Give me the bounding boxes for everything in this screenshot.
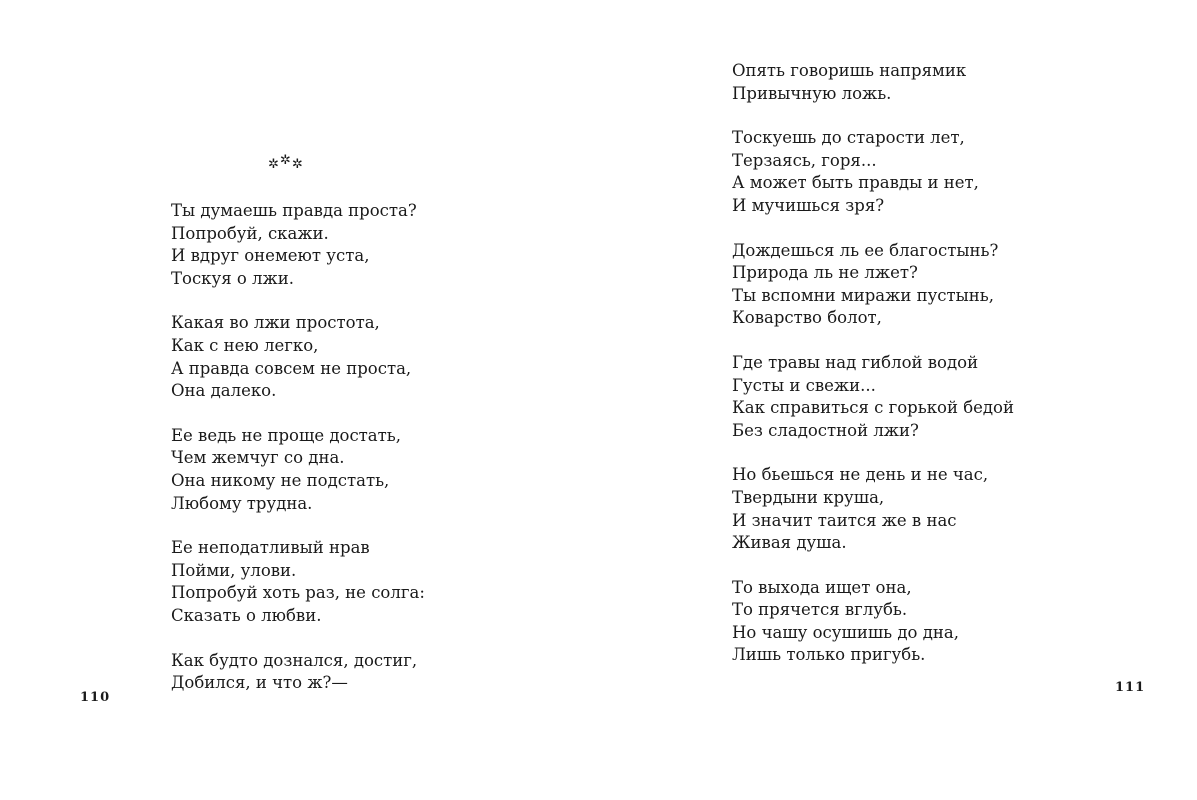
stanza [732, 60, 1014, 105]
poem-line: Твердыни круша, [732, 487, 885, 507]
poem-line: А правда совсем не проста, [171, 358, 412, 378]
poem-line: Она никому не подстать, [171, 470, 390, 490]
poem-line: Попробуй хоть раз, не солга: [171, 583, 425, 603]
poem-line: Ее ведь не проще достать, [171, 425, 402, 445]
poem-left [171, 200, 425, 717]
right-page [598, 0, 1197, 800]
poem-line: Опять говоришь напрямик [732, 61, 967, 80]
poem-line: Ты вспомни миражи пустынь, [732, 285, 995, 305]
poem-line: Чем жемчуг со дна. [171, 448, 345, 468]
stanza [732, 577, 1014, 667]
poem-line: Пойми, улови. [171, 560, 297, 580]
poem-line: Лишь только пригубь. [732, 645, 926, 665]
poem-line: Попробуй, скажи. [171, 223, 329, 243]
poem-line: Где травы над гиблой водой [732, 352, 979, 372]
poem-line: Любому трудна. [171, 493, 313, 513]
poem-line: Живая душа. [732, 533, 847, 553]
poem-line: То выхода ищет она, [732, 577, 912, 597]
poem-line: Густы и свежи... [732, 375, 876, 395]
stanza [171, 650, 425, 695]
left-page [0, 0, 598, 800]
poem-line: Но чашу осушишь до дна, [732, 622, 959, 642]
poem-line: И мучишься зря? [732, 195, 885, 215]
ornament-star-icon: ✲ [268, 157, 280, 172]
ornament-star-icon: ✲ [291, 157, 304, 172]
ornament-asterism [268, 153, 304, 172]
poem-line: Сказать о любви. [171, 605, 322, 625]
poem-line: Как справиться с горькой бедой [732, 398, 1014, 418]
poem-line: Как с нею легко, [171, 335, 319, 355]
poem-line: Но бьешься не день и не час, [732, 465, 989, 485]
poem-line: То прячется вглубь. [732, 600, 908, 620]
poem-line: Привычную ложь. [732, 83, 892, 103]
stanza [171, 312, 425, 402]
poem-line: Как будто дознался, достиг, [171, 650, 418, 670]
stanza [732, 464, 1014, 554]
poem-line: Она далеко. [171, 381, 277, 401]
poem-line: И вдруг онемеют уста, [171, 246, 370, 266]
stanza [171, 537, 425, 627]
poem-line: Какая во лжи простота, [171, 313, 380, 333]
poem-line: Без сладостной лжи? [732, 420, 919, 440]
page-number: 111 [1115, 680, 1146, 695]
poem-line: Ты думаешь правда проста? [171, 201, 417, 220]
poem-line: Дождешься ль ее благостынь? [732, 240, 999, 260]
poem-line: Тоскуешь до старости лет, [732, 128, 965, 148]
poem-line: Коварство болот, [732, 308, 882, 328]
poem-line: Ее неподатливый нрав [171, 538, 370, 558]
ornament-star-icon: ✲ [279, 153, 292, 168]
poem-line: И значит таится же в нас [732, 510, 957, 530]
poem-right [732, 60, 1014, 689]
poem-line: Добился, и что ж?— [171, 673, 348, 693]
poem-line: Природа ль не лжет? [732, 263, 918, 283]
stanza [732, 127, 1014, 217]
stanza [732, 240, 1014, 330]
poem-line: Терзаясь, горя... [732, 150, 877, 170]
poem-line: Тоскуя о лжи. [171, 268, 294, 288]
stanza [171, 425, 425, 515]
page-number: 110 [80, 690, 111, 705]
stanza [732, 352, 1014, 442]
stanza [171, 200, 425, 290]
poem-line: А может быть правды и нет, [732, 173, 979, 193]
